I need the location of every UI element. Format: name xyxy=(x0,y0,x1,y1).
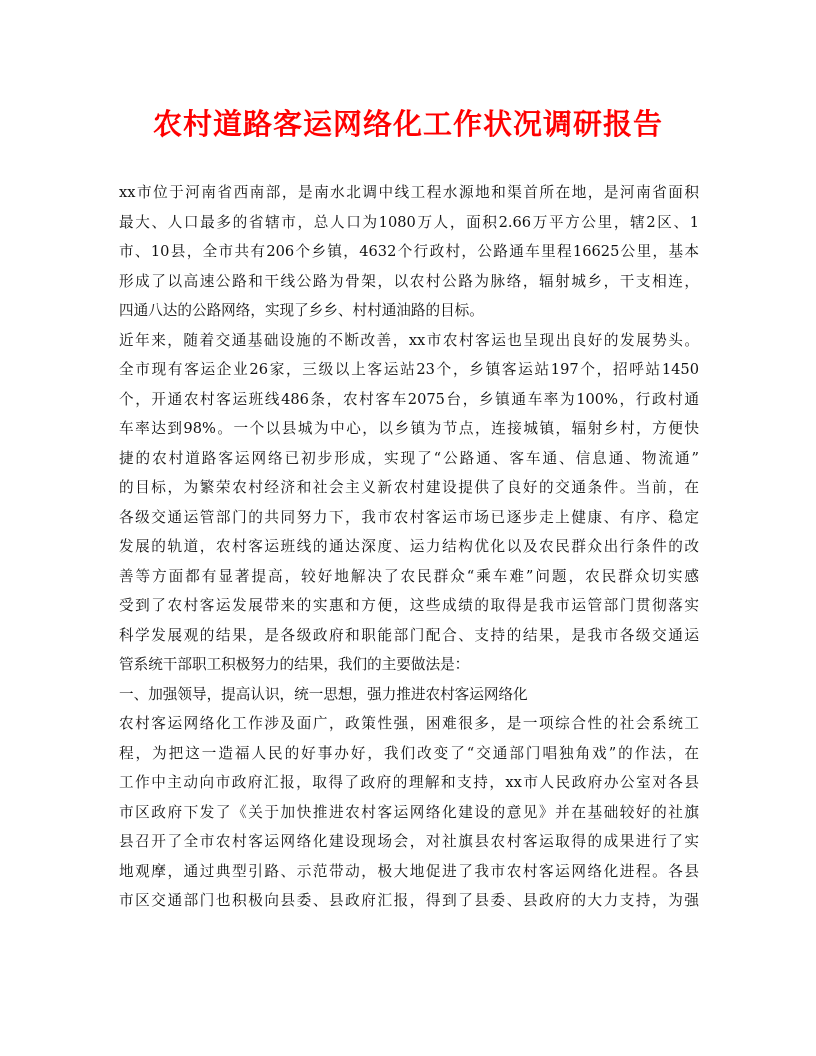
text-line: 车率达到98%。一个以县城为中心，以乡镇为节点，连接城镇，辐射乡村，方便快 xyxy=(119,420,699,437)
text-line: 各级交通运管部门的共同努力下，我市农村客运市场已逐步走上健康、有序、稳定 xyxy=(119,508,699,526)
text-line: 农村客运网络化工作涉及面广，政策性强，困难很多，是一项综合性的社会系统工 xyxy=(119,715,699,732)
text-line: 受到了农村客运发展带来的实惠和方便，这些成绩的取得是我市运管部门贯彻落实 xyxy=(119,597,699,614)
text-line: 发展的轨道，农村客运班线的通达深度、运力结构优化以及农民群众出行条件的改 xyxy=(119,538,699,555)
text-line: 形成了以高速公路和干线公路为骨架，以农村公路为脉络，辐射城乡，干支相连， xyxy=(119,272,699,290)
text-line: 工作中主动向市政府汇报，取得了政府的理解和支持，xx市人民政府办公室对各县 xyxy=(119,774,699,791)
text-line: 管系统干部职工积极努力的结果，我们的主要做法是： xyxy=(119,656,470,673)
text-line: 的目标，为繁荣农村经济和社会主义新农村建设提供了良好的交通条件。当前，在 xyxy=(119,479,699,496)
text-line: 个，开通农村客运班线486条，农村客车2075台，乡镇通车率为100%，行政村通 xyxy=(119,390,699,408)
text-line: 近年来，随着交通基础设施的不断改善，xx市农村客运也呈现出良好的发展势头。 xyxy=(119,331,699,349)
text-line: 程，为把这一造福人民的好事办好，我们改变了“交通部门唱独角戏”的作法，在 xyxy=(119,744,699,762)
section-heading: 一、加强领导，提高认识，统一思想，强力推进农村客运网络化 xyxy=(119,685,528,703)
text-line: 市区政府下发了《关于加快推进农村客运网络化建设的意见》并在基础较好的社旗 xyxy=(119,803,699,821)
text-line: 地观摩，通过典型引路、示范带动，极大地促进了我市农村客运网络化进程。各县 xyxy=(119,862,699,880)
text-line: 科学发展观的结果，是各级政府和职能部门配合、支持的结果，是我市各级交通运 xyxy=(119,626,699,644)
document-body xyxy=(119,178,699,916)
document-title: 农村道路客运网络化工作状况调研报告 xyxy=(152,107,663,141)
text-line: 捷的农村道路客运网络已初步形成，实现了“公路通、客车通、信息通、物流通” xyxy=(119,449,699,467)
text-line: 市区交通部门也积极向县委、县政府汇报，得到了县委、县政府的大力支持，为强 xyxy=(119,892,699,909)
text-line: 善等方面都有显著提高，较好地解决了农民群众“乘车难”问题，农民群众切实感 xyxy=(119,567,699,585)
text-line: xx市位于河南省西南部，是南水北调中线工程水源地和渠首所在地，是河南省面积 xyxy=(119,184,699,201)
text-line: 市、10县，全市共有206个乡镇，4632个行政村，公路通车里程16625公里，基本 xyxy=(119,243,699,260)
text-line: 最大、人口最多的省辖市，总人口为1080万人，面积2.66万平方公里，辖2区、1 xyxy=(119,213,699,231)
text-line: 县召开了全市农村客运网络化建设现场会，对社旗县农村客运取得的成果进行了实 xyxy=(119,833,699,850)
text-line: 四通八达的公路网络，实现了乡乡、村村通油路的目标。 xyxy=(119,302,484,319)
text-line: 全市现有客运企业26家，三级以上客运站23个，乡镇客运站197个，招呼站1450 xyxy=(119,361,699,378)
